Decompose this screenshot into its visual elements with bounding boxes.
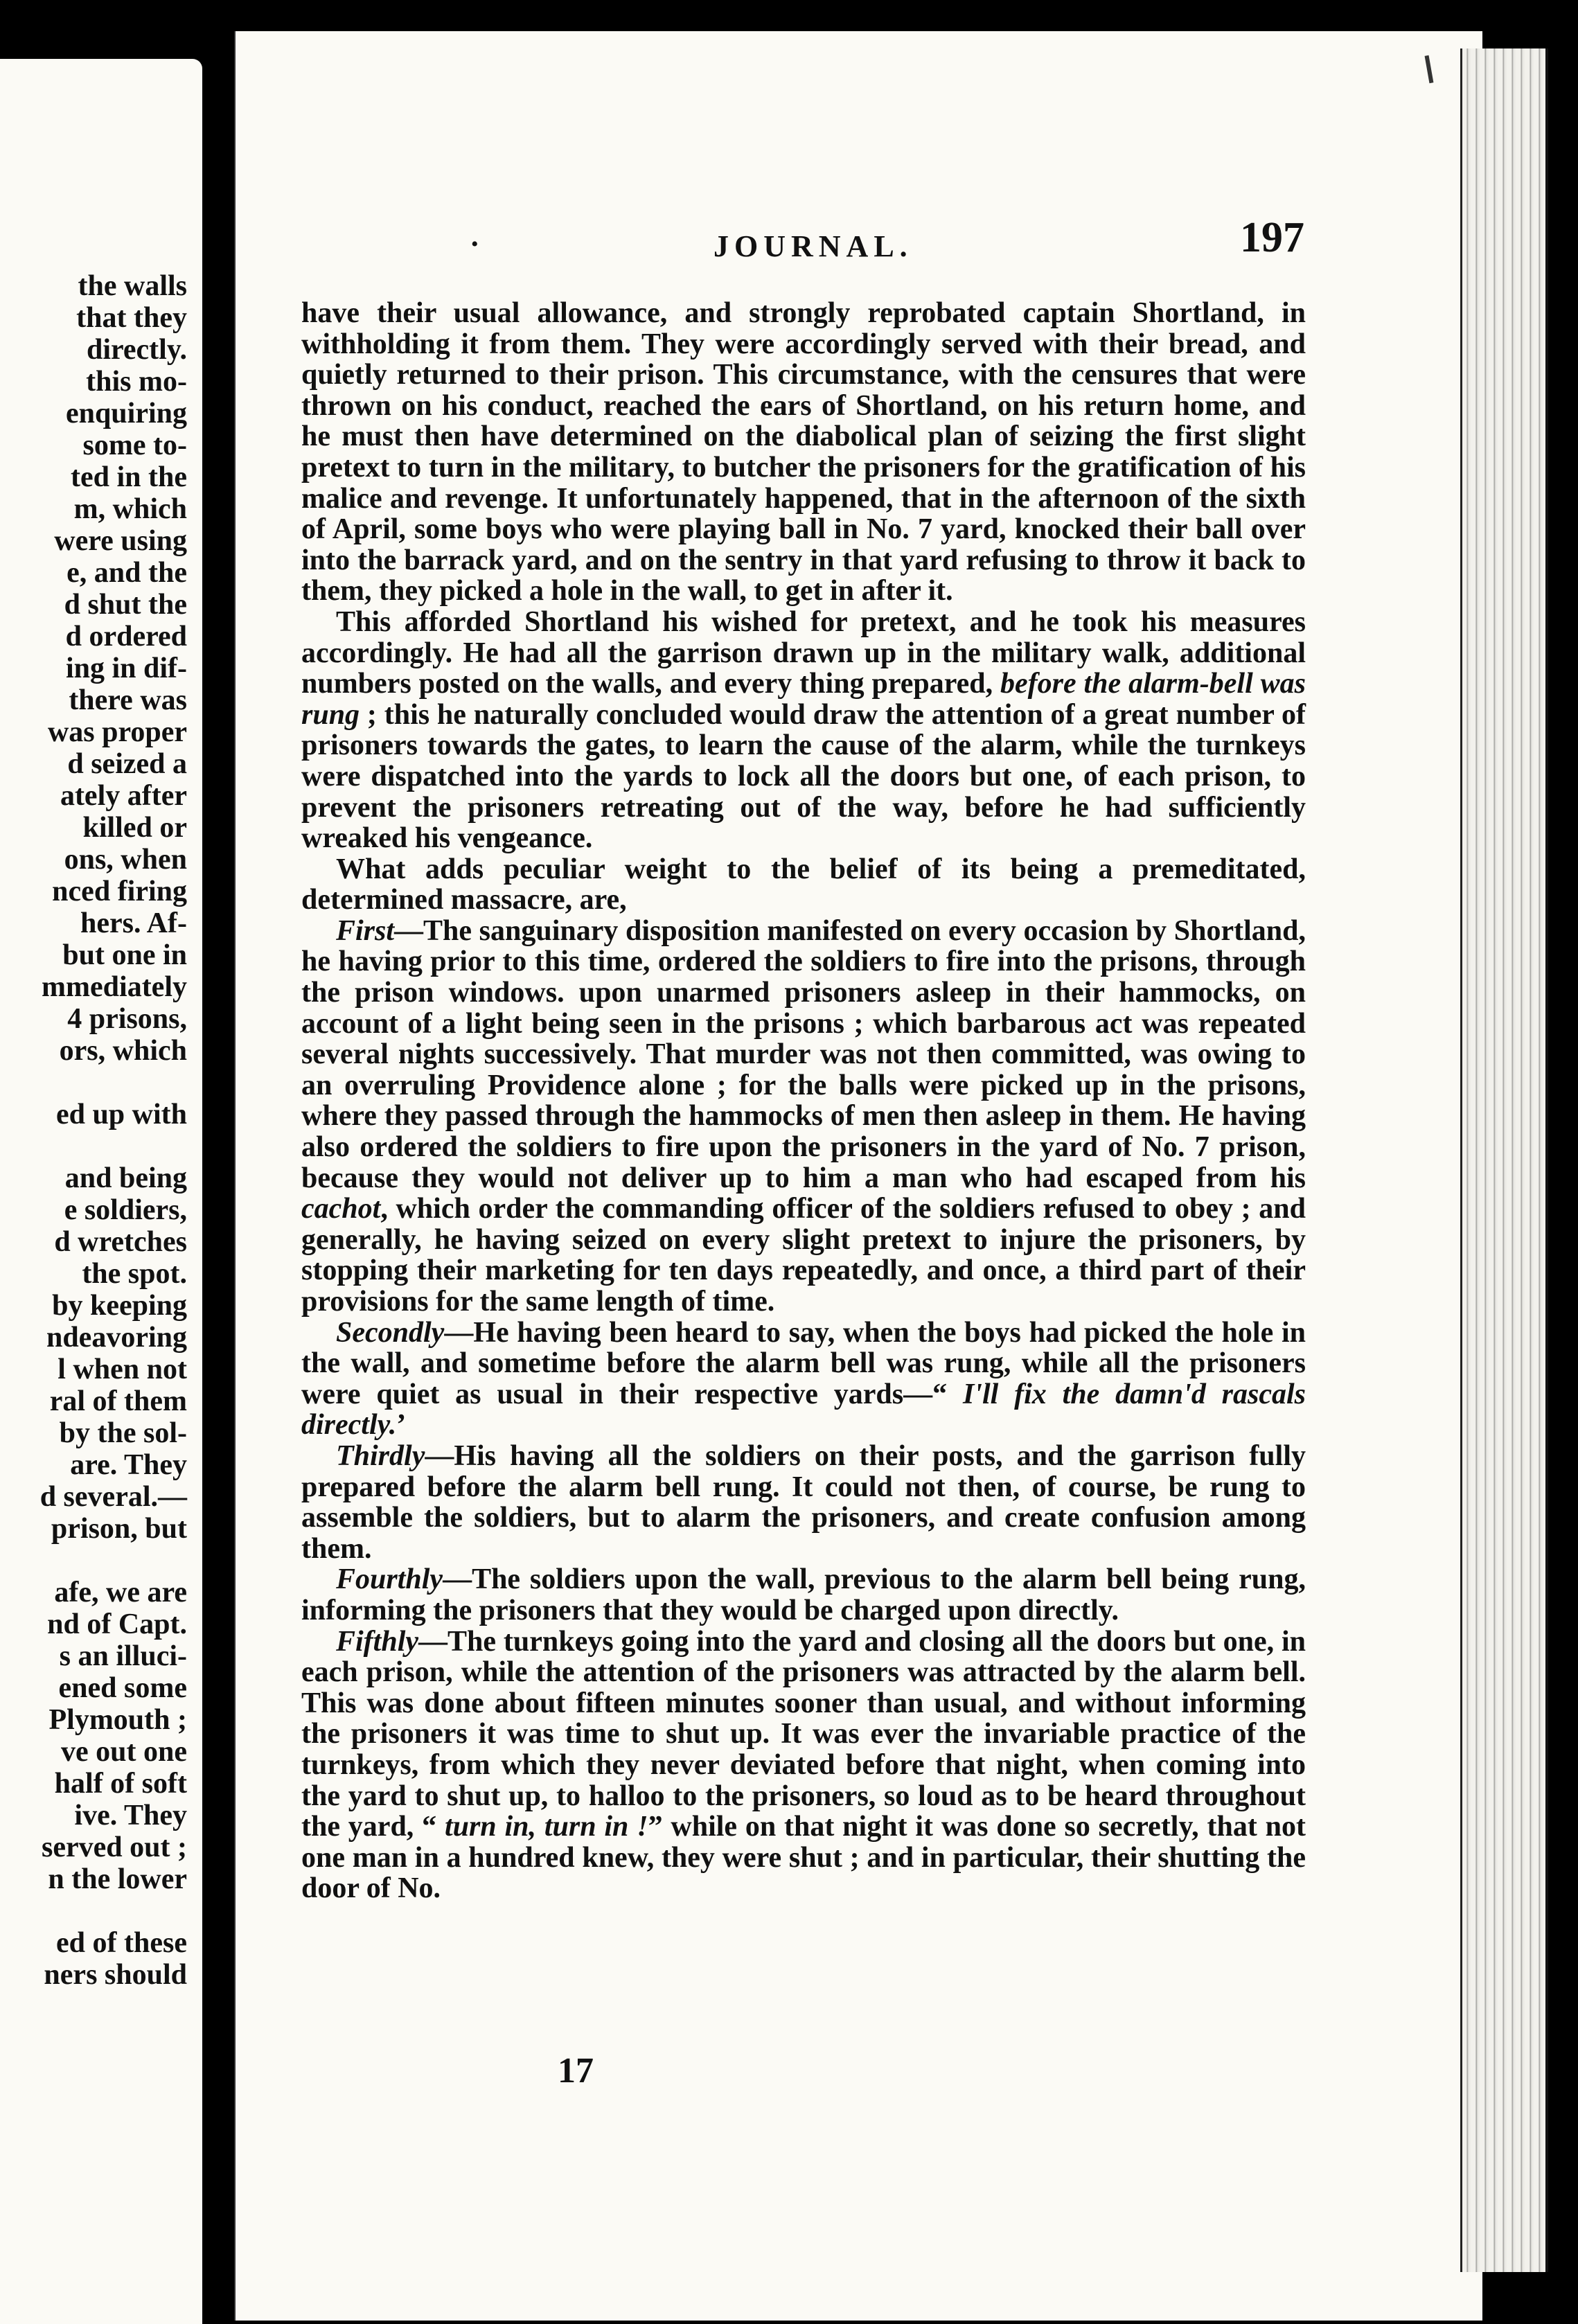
paragraph-text: —The turnkeys going into the yard and closing all the doors but one, in each prison, while the attention of the prisoners was attracted by the alarm bell. This was done about fifteen minutes sooner than usual, and without informing the prisoners it was time to shut up. It was ever the invariable practice of the turnkeys, from which they never deviated before that night, when coming into the yard to shut up, to halloo to the prisoners, so loud as to be heard throughout the yard, “ — [301, 1625, 1306, 1843]
left-page-line: d shut the — [64, 589, 187, 621]
left-page-line: m, which — [73, 493, 187, 525]
left-page-line: nced firing — [52, 876, 187, 907]
page-number: 197 — [1240, 214, 1304, 261]
paragraph — [301, 607, 1306, 854]
left-page-line: this mo- — [86, 366, 187, 398]
left-page-line: some to- — [82, 429, 187, 461]
italic-text: Secondly — [336, 1316, 445, 1349]
paragraph — [301, 1626, 1306, 1904]
paragraph — [301, 1564, 1306, 1626]
paragraph-text: —His having all the soldiers on their posts, and the garrison fully prepared before the alarm bell rung. It could not then, of course, be rung to assemble the soldiers, but to alarm the prisoners, and create confusion among them. — [301, 1439, 1306, 1565]
paragraph — [301, 854, 1306, 916]
paragraph-text: —He having been heard to say, when the boys had picked the hole in the wall, and sometime before the alarm bell was rung, while all the prisoners were quiet as usual in their respective yards—“ — [301, 1316, 1306, 1410]
left-page-line: d several.— — [39, 1481, 187, 1513]
left-page-line: ately after — [60, 780, 187, 812]
header-bullet: • — [471, 233, 479, 256]
left-page-line: by keeping — [52, 1290, 187, 1322]
left-page-line: l when not — [57, 1354, 187, 1385]
italic-text: before the alarm-bell was rung — [301, 668, 1306, 731]
left-page-line: ors, which — [59, 1035, 187, 1067]
paragraph — [301, 298, 1306, 607]
left-page-line: ing in dif- — [65, 653, 187, 684]
paragraph — [301, 916, 1306, 1318]
italic-text: Thirdly — [336, 1439, 425, 1472]
left-page-line: half of soft — [54, 1768, 187, 1800]
italic-text: turn in, turn in ! — [444, 1811, 648, 1843]
left-page-line: d ordered — [65, 621, 187, 653]
paragraph-text: ; this he naturally concluded would draw the attention of a great number of prisoners towards the gates, to learn the cause of the alarm, while the turnkeys were dispatched into the yards to lock all the doors but one, of each prison, to prevent the prisoners retreating out of the way, before he had sufficiently wreaked his vengeance. — [301, 698, 1306, 855]
left-page-line: ral of them — [49, 1385, 187, 1417]
paragraph-text: This afforded Shortland his wished for pretext, and he took his measures accordingly. He had all the garrison drawn up in the military walk, additional numbers posted on the walls, and every thing prepared, — [301, 605, 1306, 700]
left-page-line: enquiring — [65, 398, 187, 429]
left-page-line: and being — [64, 1162, 187, 1194]
paragraph-text: What adds peculiar weight to the belief of its being a premeditated, determined massacre, are, — [301, 853, 1306, 916]
left-page-line: d seized a — [67, 748, 187, 780]
left-page-line: s an illuci- — [59, 1640, 187, 1672]
left-page-line: killed or — [82, 812, 187, 844]
left-page-line: ve out one — [61, 1736, 187, 1768]
left-page-line: hers. Af- — [80, 907, 187, 939]
italic-text: Fifthly — [336, 1625, 419, 1658]
left-page-line: e soldiers, — [64, 1194, 187, 1226]
left-page-fragment — [0, 59, 202, 2324]
left-page-line: the spot. — [82, 1258, 187, 1290]
left-page-line: nd of Capt. — [47, 1608, 187, 1640]
left-page-line: but one in — [62, 939, 187, 971]
italic-text: Fourthly — [336, 1563, 443, 1596]
left-page-line: the walls — [78, 270, 187, 302]
body-text — [301, 298, 1306, 1904]
left-page-line: was proper — [47, 716, 187, 748]
left-page-line: Plymouth ; — [48, 1704, 187, 1736]
left-page-line: by the sol- — [59, 1417, 187, 1449]
left-page-line: mmediately — [42, 971, 187, 1003]
italic-text: I'll fix the damn'd rascals directly. — [301, 1378, 1306, 1442]
paragraph-text: ’ — [396, 1409, 407, 1442]
left-page-line: ed up with — [55, 1099, 187, 1130]
page-header — [0, 214, 1578, 270]
running-head: JOURNAL. — [713, 229, 913, 263]
left-page-line: e, and the — [67, 557, 187, 589]
left-page-line: there was — [69, 684, 187, 716]
paragraph-text: have their usual allowance, and strongly reprobated captain Shortland, in withholding it from them. They were accordingly served with their bread, and quietly returned to their prison. This circumstance, with the censures that were thrown on his conduct, reached the ears of Shortland, on his return home, and he must then have determined on the diabolical plan of seizing the first slight pretext to turn in the military, to butcher the prisoners for the gratification of his malice and revenge. It unfortunately happened, that in the afternoon of the sixth of April, some boys who were playing ball in No. 7 yard, knocked their ball over into the barrack yard, and on the sentry in that yard refusing to throw it back to them, they picked a hole in the wall, to get in after it. — [301, 297, 1306, 607]
left-page-line: ons, when — [64, 844, 187, 876]
italic-text: First — [336, 914, 395, 947]
left-page-line: n the lower — [48, 1863, 187, 1895]
left-page-line: ed of these — [56, 1927, 187, 1959]
left-page-line: directly. — [86, 334, 187, 366]
left-page-line: ted in the — [71, 461, 187, 493]
left-page-line: are. They — [70, 1449, 187, 1481]
left-page-line: served out ; — [42, 1831, 187, 1863]
paragraph-text: , which order the commanding officer of the soldiers refused to obey ; and generally, he having seized on every slight pretext to injure the prisoners, by stopping their marketing for ten days repeatedly, and once, a third part of their provisions for the same length of time. — [301, 1193, 1306, 1318]
left-page-line: afe, we are — [54, 1577, 187, 1608]
paragraph — [301, 1318, 1306, 1441]
paragraph-text: —The soldiers upon the wall, previous to the alarm bell being rung, informing the prisoners that they would be charged upon directly. — [301, 1563, 1306, 1626]
left-page-line: ners should — [44, 1959, 187, 1991]
paragraph-text: ” while on that night it was done so secretly, that not one man in a hundred knew, they were shut ; and in particular, their shutting the door of No. — [301, 1811, 1306, 1905]
paragraph-text: —The sanguinary disposition manifested on every occasion by Shortland, he having prior to this time, ordered the soldiers to fire into the prisons, through the prison windows. upon unarmed prisoners asleep in their hammocks, on account of a light being seen in the prisons ; which barbarous act was repeated several nights successively. That murder was not then committed, was owing to an overruling Providence alone ; for the balls were picked up in the prisons, where they passed through the hammocks of men then asleep in them. He having also ordered the soldiers to fire upon the prisoners in the yard of No. 7 prison, because they would not deliver up to him a man who had escaped from his — [301, 914, 1306, 1194]
italic-text: cachot — [301, 1193, 381, 1225]
signature-mark: 17 — [558, 2051, 594, 2091]
left-page-line: ndeavoring — [46, 1322, 187, 1354]
paragraph — [301, 1441, 1306, 1564]
left-page-line: ened some — [58, 1672, 187, 1704]
left-page-line: ive. They — [74, 1800, 187, 1831]
left-page-line: d wretches — [54, 1226, 187, 1258]
page-edges — [1460, 48, 1548, 2272]
left-page-line: were using — [54, 525, 187, 557]
left-page-line: 4 prisons, — [67, 1003, 187, 1035]
left-page-line: prison, but — [51, 1513, 187, 1545]
left-page-line: that they — [76, 302, 187, 334]
